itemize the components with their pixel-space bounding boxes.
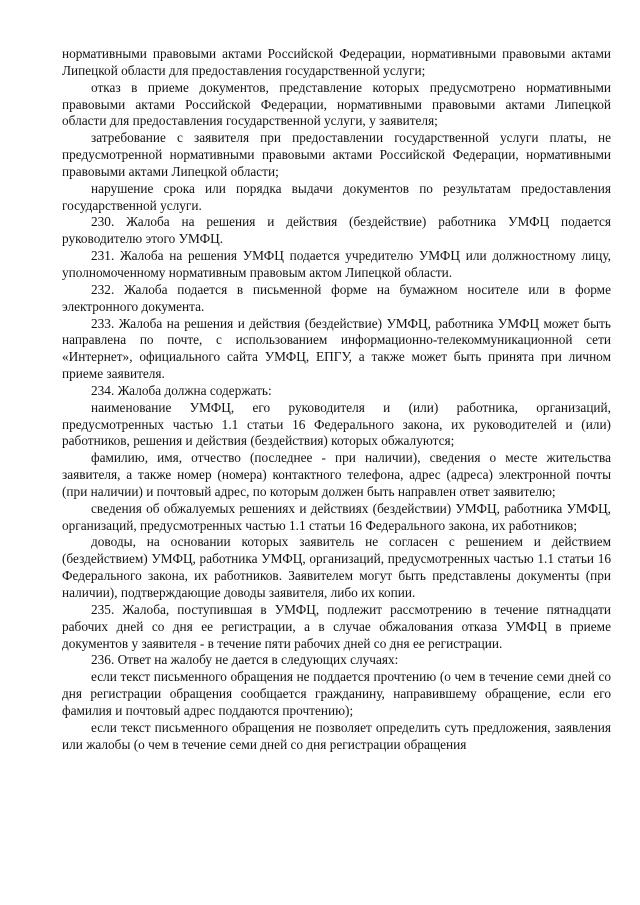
paragraph-deadline-violation: нарушение срока или порядка выдачи документов по результатам предоставления государственной услуги. [62, 180, 611, 213]
paragraph-235: 235. Жалоба, поступившая в УМФЦ, подлежит рассмотрению в течение пятнадцати рабочих дней со дня ее регистрации, а в случае обжалования отказа УМФЦ в приеме документов у заявителя - в течение пяти рабочих дней со дня ее регистрации. [62, 601, 611, 651]
paragraph-234-name: наименование УМФЦ, его руководителя и (или) работника, организаций, предусмотренных частью 1.1 статьи 16 Федерального закона, их руководителей и (или) работников, решения и действия (бездействия) которых обжалуются; [62, 399, 611, 449]
paragraph-230: 230. Жалоба на решения и действия (бездействие) работника УМФЦ подается руководителю этого УМФЦ. [62, 214, 611, 247]
paragraph-232: 232. Жалоба подается в письменной форме на бумажном носителе или в форме электронного документа. [62, 281, 611, 314]
paragraph-234-arguments: доводы, на основании которых заявитель не согласен с решением и действием (бездействием) УМФЦ, работника УМФЦ, организаций, предусмотренных частью 1.1 статьи 16 Федерального закона, их работников. Заявителем могут быть представлены документы (при наличии), подтверждающие доводы заявителя, либо их копии. [62, 534, 611, 600]
paragraph-236-undetermined: если текст письменного обращения не позволяет определить суть предложения, заявления или жалобы (о чем в течение семи дней со дня регистрации обращения [62, 719, 611, 752]
paragraph-continuation: нормативными правовыми актами Российской Федерации, нормативными правовыми актами Липецкой области для предоставления государственной услуги; [62, 46, 611, 78]
paragraph-236: 236. Ответ на жалобу не дается в следующих случаях: [91, 652, 399, 668]
paragraph-234-personal-data: фамилию, имя, отчество (последнее - при наличии), сведения о месте жительства заявителя, а также номер (номера) контактного телефона, адрес (адреса) электронной почты (при наличии) и почтовый адрес, по которым должен быть направлен ответ заявителю; [62, 450, 611, 499]
paragraph-234-appealed-decisions: сведения об обжалуемых решениях и действиях (бездействии) УМФЦ, работника УМФЦ, организаций, предусмотренных частью 1.1 статьи 16 Федерального закона, их работников; [62, 500, 611, 533]
paragraph-233: 233. Жалоба на решения и действия (бездействие) УМФЦ, работника УМФЦ может быть направлена по почте, с использованием информационно-телекоммуникационной сети «Интернет», официального сайта УМФЦ, ЕПГУ, а также может быть принята при личном приеме заявителя. [62, 315, 611, 382]
paragraph-231: 231. Жалоба на решения УМФЦ подается учредителю УМФЦ или должностному лицу, уполномоченному нормативным правовым актом Липецкой области. [62, 248, 611, 280]
paragraph-fee-demand: затребование с заявителя при предоставлении государственной услуги платы, не предусмотренной нормативными правовыми актами Российской Федерации, нормативными правовыми актами Липецкой области; [62, 130, 611, 179]
document-page [62, 46, 611, 753]
paragraph-236-unreadable: если текст письменного обращения не поддается прочтению (о чем в течение семи дней со дня регистрации обращения сообщается гражданину, направившему обращение, если его фамилия и почтовый адрес поддаются прочтению); [62, 669, 611, 718]
paragraph-234: 234. Жалоба должна содержать: [91, 382, 272, 398]
paragraph-refusal-documents: отказ в приеме документов, представление которых предусмотрено нормативными правовыми актами Российской Федерации, нормативными правовыми актами Липецкой области для предоставления государственной услуги, у заявителя; [62, 79, 611, 129]
